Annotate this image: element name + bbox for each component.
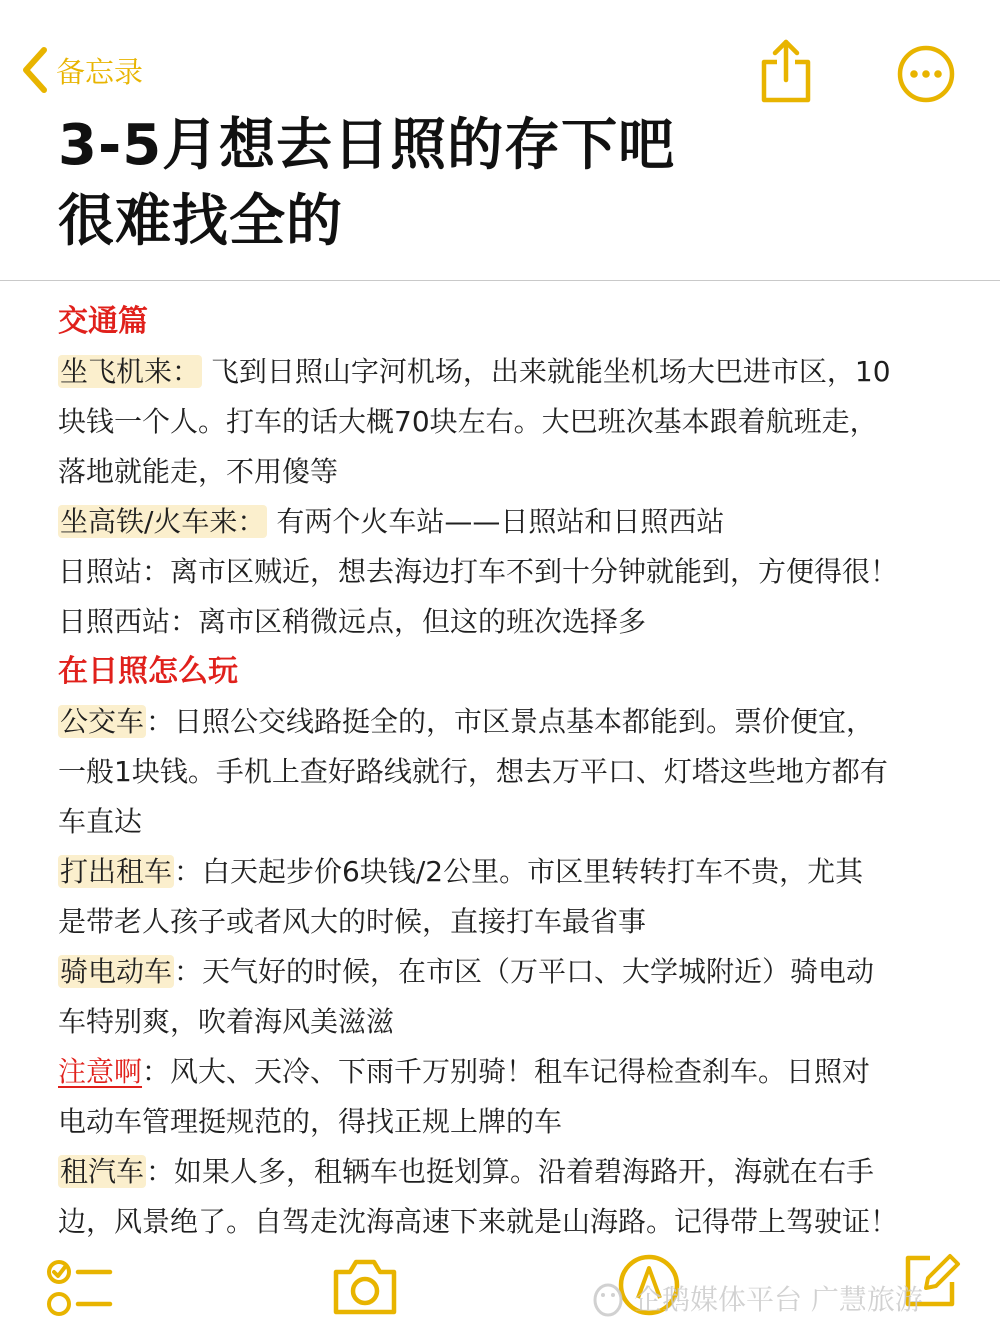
ebike-line2: 车特别爽，吹着海风美滋滋	[58, 1005, 395, 1038]
note-title-line2: 很难找全的	[58, 189, 343, 254]
plane-line2: 块钱一个人。打车的话大概70块左右。大巴班次基本跟着航班走，	[58, 405, 878, 438]
train-line2: 日照站：离市区贼近，想去海边打车不到十分钟就能到，方便得很！	[58, 555, 899, 588]
taxi-keyword: 打出租车	[60, 855, 173, 888]
note-body[interactable]	[58, 297, 948, 1247]
train-keyword: 坐高铁/火车来：	[60, 505, 266, 538]
ebike-line1: 天气好的时候，在市区（万平口、大学城附近）骑电动	[202, 955, 875, 988]
car-line1: 如果人多，租辆车也挺划算。沿着碧海路开，海就在右手	[174, 1155, 875, 1188]
watermark-text: 企鹅媒体平台 广慧旅游	[634, 1283, 923, 1316]
camera-icon[interactable]	[330, 1256, 400, 1318]
bus-keyword: 公交车	[60, 705, 145, 738]
notice-paragraph	[58, 1047, 948, 1097]
more-icon[interactable]	[896, 44, 956, 104]
section-heading-play: 在日照怎么玩	[58, 654, 238, 689]
top-nav-bar	[0, 0, 1000, 110]
chevron-left-icon	[20, 46, 50, 94]
title-divider	[0, 280, 1000, 281]
note-title	[58, 108, 675, 260]
taxi-line1: 白天起步价6块钱/2公里。市区里转转打车不贵，尤其	[202, 855, 864, 888]
plane-keyword: 坐飞机来：	[60, 355, 201, 388]
train-line3: 日照西站：离市区稍微远点，但这的班次选择多	[58, 605, 647, 638]
taxi-line2: 是带老人孩子或者风大的时候，直接打车最省事	[58, 905, 647, 938]
share-icon[interactable]	[758, 38, 814, 104]
car-paragraph	[58, 1147, 948, 1197]
ebike-keyword: 骑电动车	[60, 955, 173, 988]
car-keyword: 租汽车	[60, 1155, 145, 1188]
taxi-paragraph	[58, 847, 948, 897]
penguin-logo-icon	[588, 1278, 628, 1318]
car-line2: 边，风景绝了。自驾走沈海高速下来就是山海路。记得带上驾驶证！	[58, 1205, 899, 1238]
notice-separator: ：	[142, 1055, 171, 1088]
bus-line2: 一般1块钱。手机上查好路线就行，想去万平口、灯塔这些地方都有	[58, 755, 888, 788]
back-button[interactable]	[20, 46, 143, 94]
plane-line3: 落地就能走，不用傻等	[58, 455, 339, 488]
plane-paragraph	[58, 347, 948, 397]
watermark	[588, 1278, 923, 1318]
taxi-separator: ：	[174, 855, 203, 888]
train-line1: 有两个火车站——日照站和日照西站	[276, 505, 725, 538]
back-label: 备忘录	[56, 54, 144, 89]
notice-line1: 风大、天冷、下雨千万别骑！租车记得检查刹车。日照对	[170, 1055, 871, 1088]
car-separator: ：	[146, 1155, 175, 1188]
ebike-separator: ：	[174, 955, 203, 988]
checklist-icon[interactable]	[44, 1256, 114, 1320]
ebike-paragraph	[58, 947, 948, 997]
notice-line2: 电动车管理挺规范的，得找正规上牌的车	[58, 1105, 563, 1138]
notice-keyword: 注意啊	[58, 1055, 143, 1088]
train-paragraph	[58, 497, 948, 547]
bus-line3: 车直达	[58, 805, 143, 838]
bus-paragraph	[58, 697, 948, 747]
plane-line1: 飞到日照山字河机场，出来就能坐机场大巴进市区，10	[210, 355, 891, 388]
note-title-line1: 3-5月想去日照的存下吧	[58, 113, 676, 178]
section-heading-transport: 交通篇	[58, 304, 148, 339]
bus-line1: 日照公交线路挺全的，市区景点基本都能到。票价便宜，	[174, 705, 875, 738]
bus-separator: ：	[146, 705, 175, 738]
